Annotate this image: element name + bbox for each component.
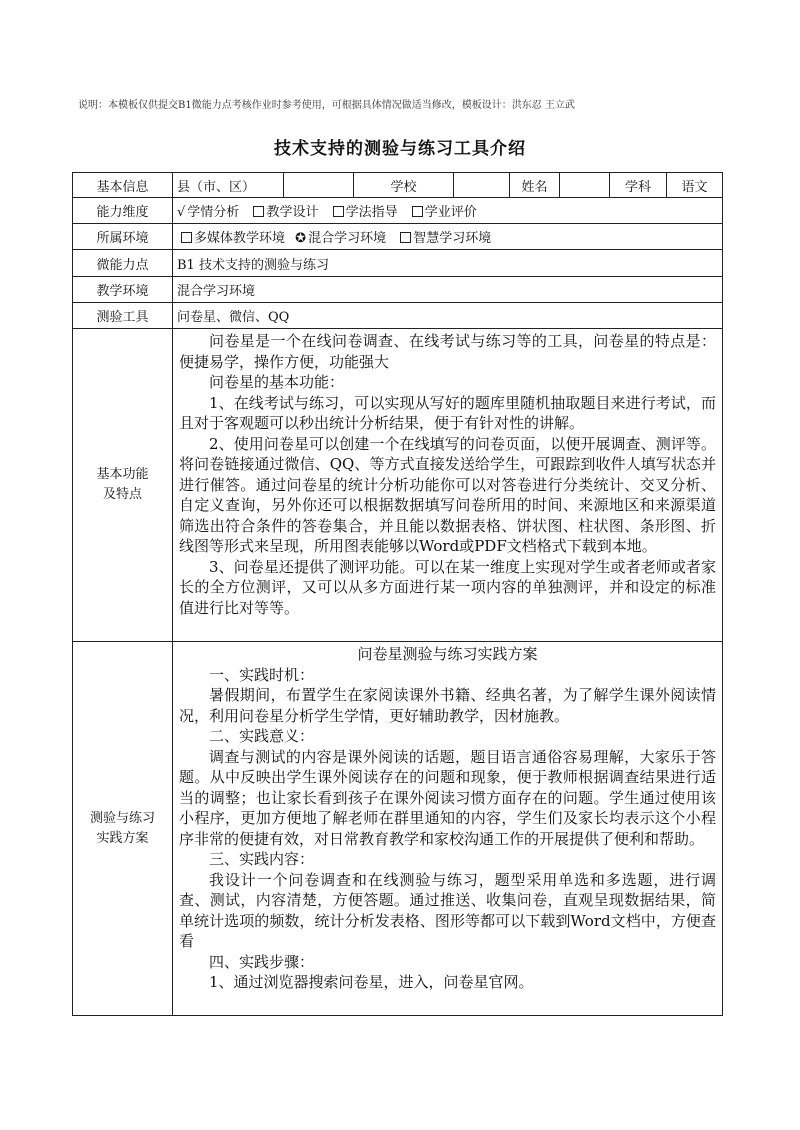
- county-field[interactable]: [284, 173, 354, 198]
- features-paragraph: 2、使用问卷星可以创建一个在线填写的问卷页面，以便开展调查、测评等。将问卷链接通过微信、QQ、等方式直接发送给学生，可跟踪到收件人填写状态并进行催答。通过问卷星的统计分析功能你可以对答卷进行分类统计、交叉分析、自定义查询，另外你还可以根据数据填写问卷所用的时间、来源地区和来源渠道筛选出符合条件的答卷集合，并且能以数据表格、饼状图、柱状图、条形图、折线图等形式来呈现，所用图表能够以Word或PDF文档格式下载到本地。: [179, 434, 716, 555]
- practice-content[interactable]: [173, 642, 723, 1016]
- county-label: 县（市、区）: [173, 173, 284, 198]
- practice-label: 测验与练习 实践方案: [73, 642, 173, 1016]
- row-teaching-env: [73, 277, 723, 303]
- features-label: 基本功能 及特点: [73, 329, 173, 642]
- test-tools-value[interactable]: 问卷星、微信、QQ: [173, 303, 723, 329]
- features-paragraph: 3、问卷星还提供了测评功能。可以在某一维度上实现对学生或者老师或者家长的全方位测评，又可以从多方面进行某一项内容的单独测评，并和设定的标准值进行比对等等。: [179, 557, 716, 617]
- row-practice: [73, 642, 723, 1016]
- ability-option-1[interactable]: √ 学情分析: [177, 205, 240, 220]
- row-test-tools: [73, 303, 723, 329]
- ability-option-4[interactable]: 学业评价: [408, 205, 477, 220]
- env-option-1[interactable]: 多媒体教学环境: [177, 231, 285, 246]
- practice-paragraph: 1、通过浏览器搜索问卷星，进入，问卷星官网。: [209, 973, 534, 991]
- practice-paragraph: 调查与测试的内容是课外阅读的话题，题目语言通俗容易理解，大家乐于答题。从中反映出学生课外阅读存在的问题和现象，便于教师根据调查结果进行适当的调整；也让家长看到孩子在课外阅读习惯方面存在的问题。学生通过使用该小程序，更加方便地了解老师在群里通知的内容，学生们及家长均表示这个小程序非常的便捷有效，对日常教育教学和家校沟通工作的开展提供了便利和帮助。: [179, 747, 716, 848]
- ability-option-3[interactable]: 学法指导: [329, 205, 398, 220]
- row-features: [73, 329, 723, 642]
- env-option-2[interactable]: ✪ 混合学习环境: [295, 231, 387, 246]
- practice-paragraph: 一、实践时机：: [209, 665, 315, 684]
- checkbox-icon: [333, 206, 344, 217]
- environment-options: [173, 224, 723, 250]
- checkbox-icon: [412, 206, 423, 217]
- subject-value[interactable]: 语文: [667, 173, 723, 198]
- ability-options: [173, 198, 723, 224]
- teaching-env-value[interactable]: 混合学习环境: [173, 277, 723, 303]
- practice-paragraph: 二、实践意义：: [209, 727, 315, 745]
- selected-star-icon: ✪: [295, 231, 307, 246]
- checkbox-icon: [400, 232, 411, 243]
- features-paragraph: 问卷星的基本功能：: [209, 373, 345, 391]
- practice-paragraph: 四、实践步骤：: [209, 952, 315, 971]
- env-option-3[interactable]: 智慧学习环境: [396, 231, 491, 246]
- row-environment: [73, 224, 723, 250]
- name-field[interactable]: [560, 173, 610, 198]
- features-paragraph: 1、在线考试与练习，可以实现从写好的题库里随机抽取题目来进行考试，而且对于客观题可以秒出统计分析结果，便于有针对性的讲解。: [179, 393, 716, 432]
- checkbox-icon: [181, 232, 192, 243]
- practice-title: 问卷星测验与练习实践方案: [357, 645, 538, 663]
- test-tools-label: 测验工具: [73, 303, 173, 329]
- info-form: [72, 172, 723, 1016]
- row-ability: [73, 198, 723, 224]
- checkbox-icon: [253, 206, 264, 217]
- practice-paragraph: 三、实践内容：: [209, 850, 315, 868]
- page-title: 技术支持的测验与练习工具介绍: [274, 139, 526, 159]
- name-label: 姓名: [510, 173, 560, 198]
- ability-option-2[interactable]: 教学设计: [249, 205, 318, 220]
- template-note: 说明：本模板仅供提交B1微能力点考核作业时参考使用，可根据具体情况做适当修改，模板设计：洪东忍 王立武: [78, 100, 575, 111]
- row-micro-ability: [73, 250, 723, 277]
- subject-label: 学科: [610, 173, 667, 198]
- ability-label: 能力维度: [73, 198, 173, 224]
- practice-paragraph: 暑假期间，布置学生在家阅读课外书籍、经典名著，为了解学生课外阅读情况，利用问卷星分析学生学情，更好辅助教学，因材施教。: [179, 686, 716, 725]
- checked-mark-icon: √: [177, 205, 186, 220]
- micro-ability-label: 微能力点: [73, 250, 173, 277]
- features-paragraph: 问卷星是一个在线问卷调查、在线考试与练习等的工具，问卷星的特点是：便捷易学，操作方便，功能强大: [179, 332, 716, 371]
- school-field[interactable]: [454, 173, 510, 198]
- environment-label: 所属环境: [73, 224, 173, 250]
- features-content[interactable]: [173, 329, 723, 642]
- micro-ability-value[interactable]: B1 技术支持的测验与练习: [173, 250, 723, 277]
- practice-paragraph: 我设计一个问卷调查和在线测验与练习，题型采用单选和多选题，进行调查、测试，内容清楚，方便答题。通过推送、收集问卷，直观呈现数据结果，简单统计选项的频数，统计分析发表格、图形等都可以下载到Word文档中，方便查看: [179, 870, 716, 950]
- school-label: 学校: [354, 173, 454, 198]
- basic-info-label: 基本信息: [73, 173, 173, 198]
- teaching-env-label: 教学环境: [73, 277, 173, 303]
- row-basic-info: [73, 173, 723, 198]
